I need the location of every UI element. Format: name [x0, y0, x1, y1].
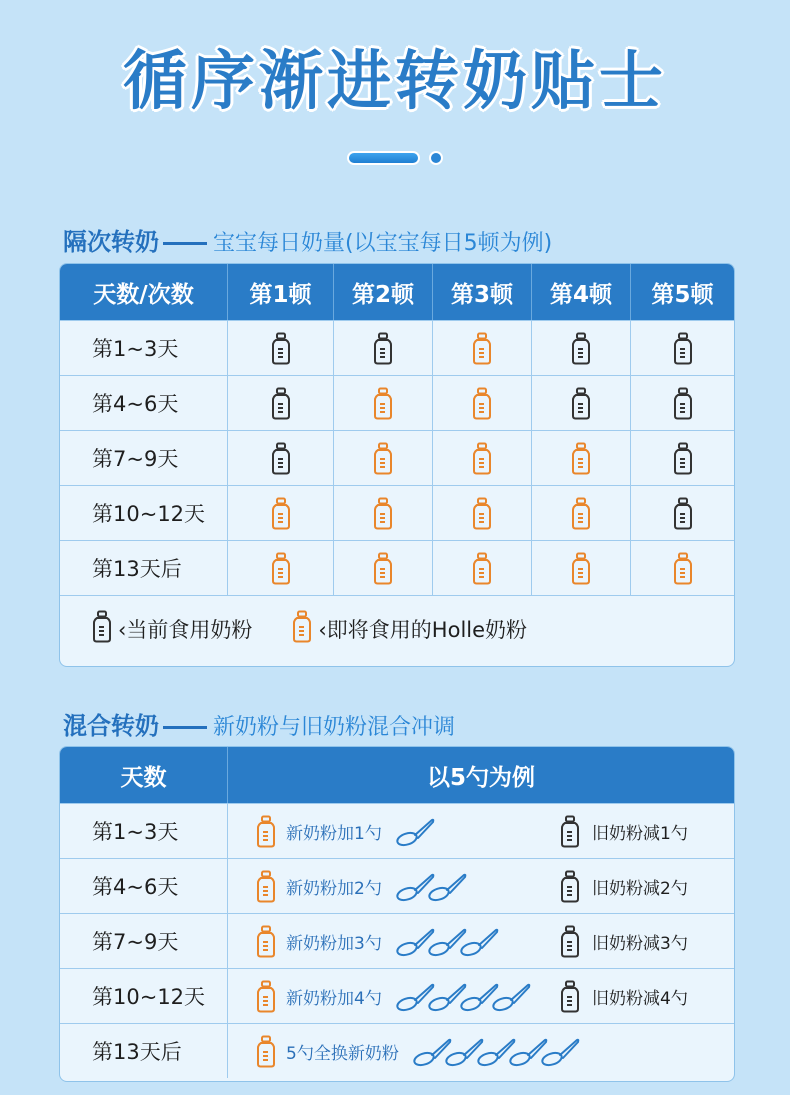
new-formula-text: 新奶粉加2勺	[286, 879, 382, 899]
current-formula-bottle-icon	[571, 332, 591, 365]
page-title: 循序渐进转奶贴士	[123, 45, 667, 119]
spoon-group	[396, 982, 524, 1012]
spoon-icon	[460, 927, 500, 957]
new-formula-instruction	[256, 925, 492, 958]
meal-cell	[228, 486, 334, 540]
new-formula-bottle-icon	[292, 610, 312, 643]
meal-cell	[334, 376, 433, 430]
section2-heading	[63, 706, 455, 741]
day-label: 第7~9天	[60, 431, 228, 485]
meal-cell	[228, 541, 334, 595]
table-row	[60, 913, 734, 968]
old-formula-instruction	[560, 815, 688, 848]
meal-cell	[433, 376, 532, 430]
current-formula-bottle-icon	[673, 497, 693, 530]
new-formula-bottle-icon	[256, 1035, 276, 1068]
day-label: 第1~3天	[60, 321, 228, 375]
old-formula-text: 旧奶粉减3勺	[592, 934, 688, 954]
header-cell: 第2顿	[334, 264, 433, 320]
table-row	[60, 485, 734, 540]
current-formula-bottle-icon	[271, 332, 291, 365]
meal-cell	[532, 376, 631, 430]
meal-cell	[532, 431, 631, 485]
new-formula-bottle-icon	[256, 815, 276, 848]
meal-cell	[532, 541, 631, 595]
meal-cell	[228, 321, 334, 375]
new-formula-bottle-icon	[373, 497, 393, 530]
table-row	[60, 320, 734, 375]
spoon-group	[396, 872, 460, 902]
new-formula-text: 新奶粉加4勺	[286, 989, 382, 1009]
meal-cell	[433, 486, 532, 540]
new-formula-instruction	[256, 815, 428, 848]
new-formula-bottle-icon	[256, 925, 276, 958]
header-cell: 第4顿	[532, 264, 631, 320]
section1-subtitle: 宝宝每日奶量(以宝宝每日5顿为例)	[213, 231, 553, 256]
new-formula-instruction	[256, 870, 460, 903]
day-label: 第13天后	[60, 1024, 228, 1078]
mix-instruction	[228, 1024, 734, 1078]
table-row	[60, 858, 734, 913]
header-cell: 第3顿	[433, 264, 532, 320]
section1-heading	[63, 222, 552, 257]
current-formula-bottle-icon	[92, 610, 112, 643]
meal-cell	[433, 321, 532, 375]
meal-cell	[433, 431, 532, 485]
mix-instruction	[228, 914, 734, 968]
table-header	[60, 264, 734, 320]
meal-cell	[631, 321, 734, 375]
mix-instruction	[228, 804, 734, 858]
new-formula-instruction	[256, 980, 524, 1013]
mix-instruction	[228, 859, 734, 913]
meal-cell	[334, 431, 433, 485]
spoon-icon	[428, 872, 468, 902]
current-formula-bottle-icon	[673, 332, 693, 365]
new-formula-bottle-icon	[571, 552, 591, 585]
new-formula-bottle-icon	[271, 497, 291, 530]
current-formula-bottle-icon	[571, 387, 591, 420]
meal-cell	[532, 321, 631, 375]
meal-cell	[334, 321, 433, 375]
day-label: 第10~12天	[60, 969, 228, 1023]
old-formula-text: 旧奶粉减1勺	[592, 824, 688, 844]
spoon-group	[396, 927, 492, 957]
current-formula-bottle-icon	[560, 870, 580, 903]
table-row	[60, 1023, 734, 1078]
meal-cell	[433, 541, 532, 595]
table-row	[60, 375, 734, 430]
meal-cell	[631, 431, 734, 485]
header-cell: 第1顿	[228, 264, 334, 320]
meal-cell	[631, 541, 734, 595]
day-label: 第13天后	[60, 541, 228, 595]
header-cell: 天数	[60, 747, 228, 803]
old-formula-text: 旧奶粉减2勺	[592, 879, 688, 899]
new-formula-text: 5勺全换新奶粉	[286, 1044, 399, 1064]
new-formula-bottle-icon	[271, 552, 291, 585]
old-formula-instruction	[560, 980, 688, 1013]
spoon-group	[396, 817, 428, 847]
day-label: 第1~3天	[60, 804, 228, 858]
bottle-icon	[292, 610, 312, 648]
header-cell: 以5勺为例	[426, 764, 535, 791]
new-formula-instruction	[256, 1035, 573, 1068]
new-formula-bottle-icon	[472, 332, 492, 365]
mixed-feeding-table	[59, 746, 735, 1082]
table-row	[60, 540, 734, 595]
current-formula-bottle-icon	[673, 442, 693, 475]
decorative-dot	[429, 151, 443, 165]
old-formula-instruction	[560, 870, 688, 903]
meal-cell	[334, 486, 433, 540]
day-label: 第4~6天	[60, 376, 228, 430]
new-formula-bottle-icon	[673, 552, 693, 585]
current-formula-bottle-icon	[560, 925, 580, 958]
meal-cell	[334, 541, 433, 595]
legend-new-label: ‹即将食用的Holle奶粉	[318, 617, 528, 642]
legend	[60, 595, 734, 661]
table-row	[60, 968, 734, 1023]
current-formula-bottle-icon	[373, 332, 393, 365]
legend-current-label: ‹当前食用奶粉	[118, 617, 253, 642]
new-formula-bottle-icon	[472, 497, 492, 530]
meal-cell	[631, 376, 734, 430]
new-formula-bottle-icon	[373, 442, 393, 475]
header-cell: 第5顿	[651, 281, 714, 308]
spoon-icon	[492, 982, 532, 1012]
header-cell: 天数/次数	[60, 264, 228, 320]
table-header	[60, 747, 734, 803]
section1-title: 隔次转奶	[63, 228, 159, 256]
divider-dash	[163, 242, 207, 245]
mix-instruction	[228, 969, 734, 1023]
day-label: 第7~9天	[60, 914, 228, 968]
new-formula-bottle-icon	[571, 442, 591, 475]
section2-subtitle: 新奶粉与旧奶粉混合冲调	[213, 715, 456, 740]
bottle-icon	[92, 610, 112, 648]
current-formula-bottle-icon	[271, 387, 291, 420]
decorative-bar	[347, 151, 420, 165]
section2-title: 混合转奶	[63, 712, 159, 740]
meal-cell	[631, 486, 734, 540]
current-formula-bottle-icon	[673, 387, 693, 420]
new-formula-bottle-icon	[472, 442, 492, 475]
meal-cell	[228, 431, 334, 485]
current-formula-bottle-icon	[271, 442, 291, 475]
new-formula-text: 新奶粉加1勺	[286, 824, 382, 844]
new-formula-text: 新奶粉加3勺	[286, 934, 382, 954]
table-row	[60, 803, 734, 858]
new-formula-bottle-icon	[472, 552, 492, 585]
spoon-group	[413, 1037, 573, 1067]
new-formula-bottle-icon	[256, 980, 276, 1013]
day-label: 第4~6天	[60, 859, 228, 913]
table-row	[60, 430, 734, 485]
old-formula-instruction	[560, 925, 688, 958]
new-formula-bottle-icon	[472, 387, 492, 420]
day-label: 第10~12天	[60, 486, 228, 540]
divider-dash	[163, 726, 207, 729]
new-formula-bottle-icon	[373, 387, 393, 420]
current-formula-bottle-icon	[560, 980, 580, 1013]
meal-cell	[532, 486, 631, 540]
old-formula-text: 旧奶粉减4勺	[592, 989, 688, 1009]
meal-cell	[228, 376, 334, 430]
new-formula-bottle-icon	[571, 497, 591, 530]
spoon-icon	[396, 817, 436, 847]
new-formula-bottle-icon	[373, 552, 393, 585]
alternate-feeding-table	[59, 263, 735, 667]
spoon-icon	[541, 1037, 581, 1067]
current-formula-bottle-icon	[560, 815, 580, 848]
new-formula-bottle-icon	[256, 870, 276, 903]
